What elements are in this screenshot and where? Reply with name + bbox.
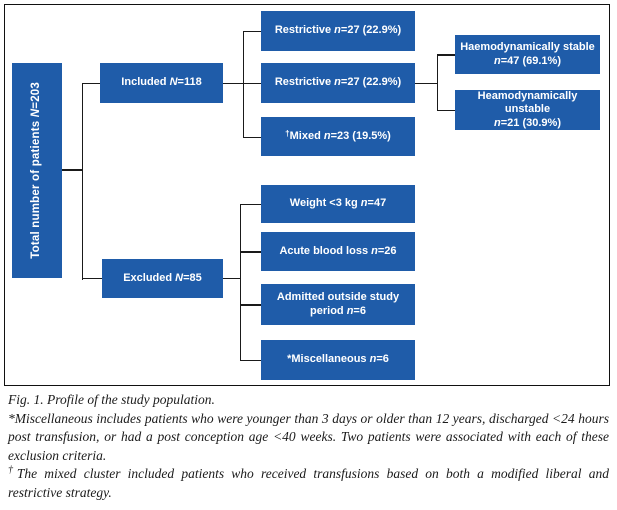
connector-line [437,54,455,56]
box-miscellaneous [261,340,415,380]
connector-line [243,31,261,33]
box-haemodynamically-unstable [455,90,600,130]
dagger-mark: † [8,464,17,476]
box-weight-label: Weight <3 kg n=47 [289,197,387,210]
box-total-patients-label: Total number of patients N=203 [30,82,43,259]
connector-line [82,83,100,85]
caption-fig-title: Fig. 1. Profile of the study population. [8,392,215,407]
box-excluded-label: Excluded N=85 [123,271,202,284]
connector-line [240,360,261,362]
box-mixed [261,117,415,156]
box-acute-blood-loss-label: Acute blood loss n=26 [279,244,397,257]
box-haemodynamically-unstable-line1: Heamodynamically unstable [477,89,578,116]
connector-line [82,83,84,280]
box-haemodynamically-stable-line2: n=47 (69.1%) [494,54,561,67]
connector-line [240,204,242,361]
box-haemodynamically-stable-line1: Haemodynamically stable [460,41,595,53]
box-restrictive-top-label: Restrictive n=27 (22.9%) [274,24,402,37]
connector-line [240,251,261,253]
connector-line [437,110,455,112]
box-restrictive-mid [261,63,415,103]
box-acute-blood-loss [261,232,415,271]
box-excluded [102,259,223,298]
box-haemodynamically-stable [455,35,600,74]
box-restrictive-mid-label: Restrictive n=27 (22.9%) [274,76,402,89]
connector-line [62,169,82,171]
box-included-label: Included N=118 [121,76,202,89]
box-total-patients [12,63,62,278]
box-restrictive-top [261,11,415,51]
connector-line [243,31,245,138]
box-admitted-outside [261,284,415,325]
connector-line [243,137,261,139]
figure-caption [8,391,609,502]
connector-line [240,304,261,306]
connector-line [240,204,261,206]
connector-line [223,278,240,280]
connector-line [415,83,437,85]
box-haemodynamically-unstable-line2: n=21 (30.9%) [494,116,561,129]
connector-line [437,54,439,111]
box-miscellaneous-label: *Miscellaneous n=6 [287,353,389,366]
footnote-mixed: †The mixed cluster included patients who received transfusions based on both a modified liberal and restrictive strategy. [8,464,610,500]
box-included [100,63,223,103]
box-mixed-label: †Mixed n=23 (19.5%) [285,128,391,142]
box-weight [261,185,415,223]
box-admitted-outside-line2: period n=6 [310,304,366,317]
box-admitted-outside-line1: Admitted outside study [276,291,400,303]
footnote-miscellaneous: *Miscellaneous includes patients who were younger than 3 days or older than 12 years, discharged <24 hours post transfusion, or had a post conception age <40 weeks. Two patients were associated with each of these exclusion criteria. [8,410,609,463]
connector-line [82,278,102,280]
